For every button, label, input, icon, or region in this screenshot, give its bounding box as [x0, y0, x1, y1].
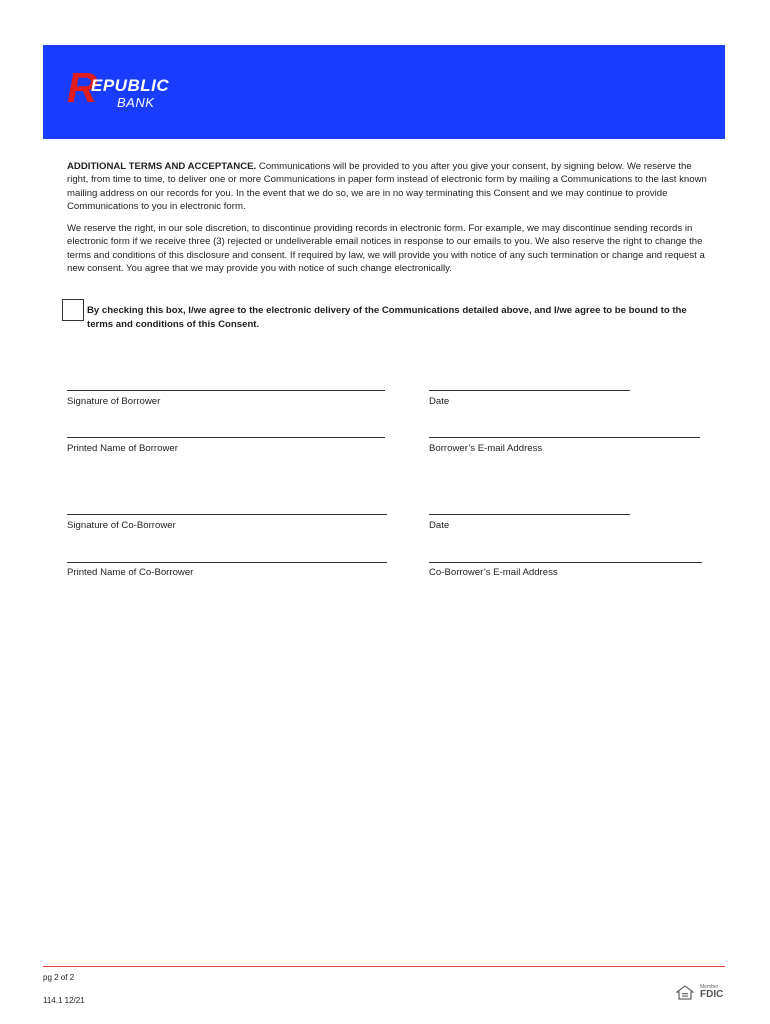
form-id: 114.1 12/21 — [43, 996, 85, 1005]
equal-housing-opportunity-icon — [676, 985, 694, 1001]
footer-divider — [43, 966, 725, 967]
logo-wordmark-top: EPUBLIC — [91, 76, 170, 95]
header-banner — [43, 45, 725, 139]
terms-paragraph-1-text: Communications will be provided to you after you give your consent, by signing below. We reserve the right, from time to time, to deliver one or more Communications in paper form instead of electronic form by mailing a Communications to the last known mailing address on our records for you. In the event that we do so, we are in no way terminating this Consent and we may continue to provide Communications to you in electronic form. — [67, 161, 707, 213]
borrower-printed-name-label: Printed Name of Borrower — [67, 443, 178, 454]
coborrower-signature-line[interactable] — [67, 514, 387, 515]
terms-paragraph-1 — [67, 160, 707, 214]
coborrower-email-line[interactable] — [429, 562, 702, 563]
fdic-text: FDIC — [700, 989, 724, 1000]
coborrower-email-label: Co-Borrower’s E-mail Address — [429, 567, 558, 578]
coborrower-date-label: Date — [429, 520, 450, 531]
logo-wordmark-bottom: BANK — [117, 95, 155, 110]
fdic-member-text: Member — [700, 984, 719, 990]
borrower-signature-line[interactable] — [67, 390, 385, 391]
coborrower-printed-name-label: Printed Name of Co-Borrower — [67, 567, 194, 578]
borrower-date-line[interactable] — [429, 390, 630, 391]
fdic-member-logo — [700, 985, 730, 1005]
borrower-signature-label: Signature of Borrower — [67, 396, 161, 407]
coborrower-printed-name-line[interactable] — [67, 562, 387, 563]
borrower-email-label: Borrower’s E-mail Address — [429, 443, 543, 454]
coborrower-signature-label: Signature of Co-Borrower — [67, 520, 176, 531]
consent-checkbox[interactable] — [62, 299, 84, 321]
coborrower-date-line[interactable] — [429, 514, 630, 515]
borrower-email-line[interactable] — [429, 437, 700, 438]
consent-statement: By checking this box, I/we agree to the electronic delivery of the Communications detailed above, and I/we agree to be bound to the terms and conditions of this Consent. — [87, 305, 687, 330]
borrower-printed-name-line[interactable] — [67, 437, 385, 438]
borrower-date-label: Date — [429, 396, 450, 407]
terms-heading: ADDITIONAL TERMS AND ACCEPTANCE. — [67, 161, 257, 172]
republic-bank-logo — [67, 64, 187, 115]
terms-paragraph-2: We reserve the right, in our sole discretion, to discontinue providing records in electronic form. For example, we may discontinue sending records in electronic form if we receive three (3) rejected or undeliverable email notices in response to our emails to you. We also reserve the right to change the terms and conditions of this disclosure and consent. If required by law, we will provide you with notice of any such termination or change and request a new consent. You agree that we may provide you with notice of such change electronically. — [67, 223, 705, 275]
page-number: pg 2 of 2 — [43, 973, 75, 982]
logo-letter: R — [67, 64, 98, 111]
